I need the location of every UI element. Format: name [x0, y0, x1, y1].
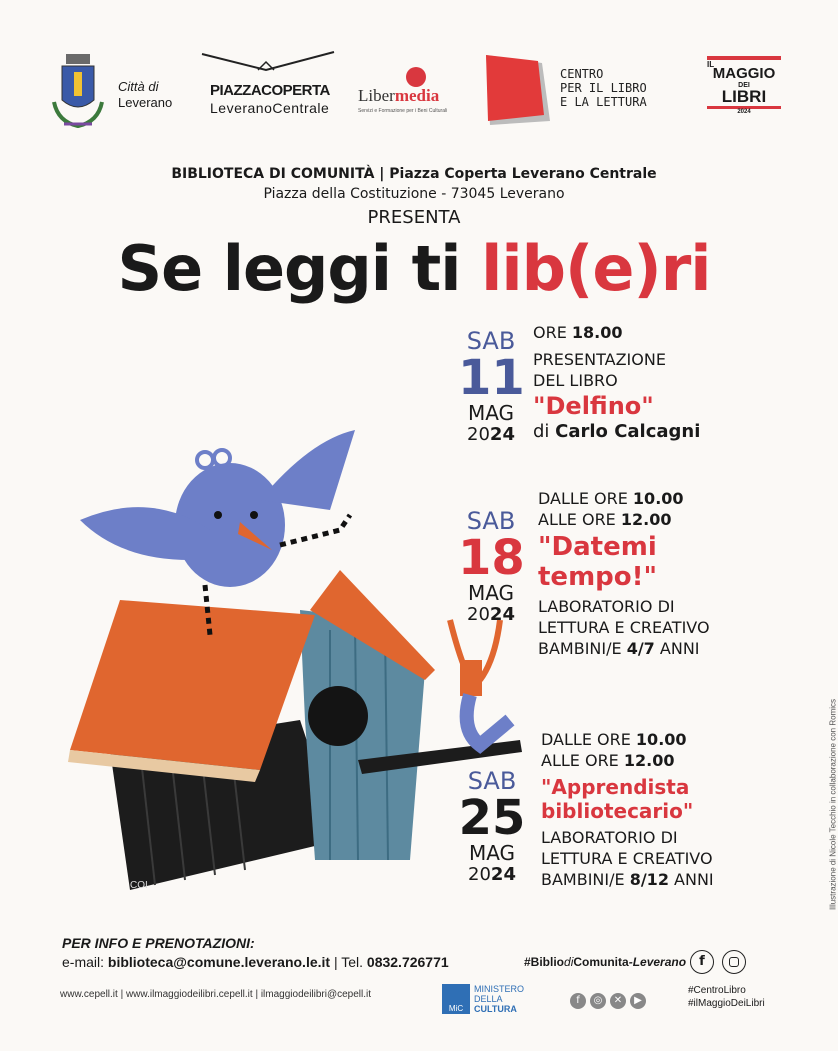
event3-time1-label: DALLE ORE — [541, 730, 636, 749]
event2-year-b: 24 — [489, 604, 515, 625]
event3-year-b: 24 — [490, 864, 516, 885]
event1-desc1: PRESENTAZIONE — [533, 350, 666, 369]
event3-lab3-a: BAMBINI/E — [541, 870, 630, 889]
event1-title: "Delfino" — [533, 392, 654, 420]
event1-year-a: 20 — [467, 424, 490, 445]
hashtag-part-a: #Biblio — [524, 955, 565, 969]
event3-details — [541, 729, 801, 890]
tag-centrolibro[interactable]: #CentroLibro — [688, 985, 746, 996]
libermedia-a: Liber — [358, 86, 395, 105]
event1-num: 11 — [458, 350, 525, 406]
event3-num: 25 — [458, 790, 526, 846]
event3-lab3-c: ANNI — [668, 870, 714, 889]
event3-lab1: LABORATORIO DI — [541, 828, 678, 847]
instagram-icon[interactable] — [722, 950, 746, 974]
maggio-libri: LIBRI — [721, 87, 767, 106]
email-link[interactable]: biblioteca@comune.leverano.le.it — [107, 954, 331, 970]
page-title — [0, 232, 828, 305]
libermedia-b: media — [394, 86, 440, 105]
event3-day: SAB — [467, 767, 517, 795]
facebook-icon[interactable]: f — [690, 950, 714, 974]
maggio-il: IL — [707, 60, 715, 69]
event2-year-a: 20 — [467, 604, 490, 625]
event2-date — [458, 508, 524, 626]
youtube-icon[interactable]: ▶ — [630, 993, 646, 1009]
library-address: Piazza della Costituzione - 73045 Leverano — [263, 186, 565, 202]
event3-time1: 10.00 — [635, 730, 687, 749]
event2-time1: 10.00 — [632, 489, 684, 508]
event2-lab1: LABORATORIO DI — [538, 597, 675, 616]
event3-month: MAG — [468, 841, 516, 865]
event3-lab2: LETTURA E CREATIVO — [541, 849, 713, 868]
maggio-libri-logo — [707, 56, 781, 124]
centro-libro-logo — [486, 55, 676, 127]
ministero-line2: DELLA — [474, 994, 503, 1004]
event3-year-a: 20 — [468, 864, 491, 885]
tel-number[interactable]: 0832.726771 — [366, 954, 449, 970]
libermedia-logo — [358, 66, 468, 116]
facebook-small-icon[interactable]: f — [570, 993, 586, 1009]
footer-tags — [688, 984, 765, 1010]
library-name: BIBLIOTECA DI COMUNITÀ | Piazza Coperta Leverano Centrale — [171, 166, 657, 182]
instagram-small-icon[interactable]: ◎ — [590, 993, 606, 1009]
maggio-dei: DEI — [738, 82, 750, 89]
event2-lab3-c: ANNI — [654, 639, 700, 658]
centro-line2: PER IL LIBRO — [560, 81, 647, 95]
event2-day: SAB — [466, 507, 516, 535]
maggio-year: 2024 — [737, 109, 751, 115]
event2-title2: tempo!" — [538, 562, 658, 592]
event1-time-label: ORE — [533, 323, 572, 342]
event1-author: Carlo Calcagni — [555, 421, 701, 442]
event2-month: MAG — [467, 581, 515, 605]
presenta-label: PRESENTA — [367, 207, 461, 228]
hashtag-part-b: di — [564, 955, 574, 969]
community-hashtag — [524, 955, 686, 969]
event1-date — [458, 328, 524, 446]
mic-badge: MiC — [442, 984, 470, 1014]
contact-line — [62, 954, 449, 970]
illustrator-signature: COI — [130, 880, 148, 891]
centro-line1: CENTRO — [560, 67, 604, 81]
event2-time2-label: ALLE ORE — [538, 510, 621, 529]
event2-details — [538, 488, 798, 659]
social-icons — [570, 988, 650, 1009]
piazzacoperta-subtitle: LeveranoCentrale — [210, 100, 330, 116]
event3-date — [454, 768, 530, 886]
title-red: lib(e)ri — [481, 232, 711, 305]
website-links[interactable]: www.cepell.it | www.ilmaggiodeilibri.cepell.it | ilmaggiodeilibri@cepell.it — [60, 989, 372, 1000]
illustration-credit: Illustrazione di Nicole Tecchio in collaborazione con Romics — [828, 698, 838, 911]
coat-of-arms-icon — [48, 52, 108, 132]
event1-desc2: DEL LIBRO — [533, 371, 618, 390]
event2-time2: 12.00 — [620, 510, 672, 529]
maggio-word: MAGGIO — [712, 65, 776, 82]
piazzacoperta-logo — [198, 48, 338, 130]
citta-label: Città di — [118, 79, 159, 94]
email-label: e-mail: — [62, 954, 108, 970]
event1-author-prefix: di — [533, 421, 556, 442]
libermedia-subtitle: Servizi e Formazione per i Beni Culturali — [358, 108, 448, 114]
event2-lab2: LETTURA E CREATIVO — [538, 618, 710, 637]
event2-num: 18 — [458, 530, 525, 586]
event2-lab3-a: BAMBINI/E — [538, 639, 627, 658]
centro-line3: E LA LETTURA — [560, 95, 647, 109]
citta-name: Leverano — [118, 95, 173, 110]
event2-title1: "Datemi — [538, 532, 657, 562]
title-black: Se leggi ti — [117, 232, 482, 305]
event3-lab3-b: 8/12 — [629, 870, 669, 889]
x-icon[interactable]: ✕ — [610, 993, 626, 1009]
tel-label: | Tel. — [330, 954, 367, 970]
ministero-line3: CULTURA — [474, 1004, 517, 1014]
event3-title2: bibliotecario" — [541, 799, 694, 823]
event3-time2-label: ALLE ORE — [541, 751, 624, 770]
tag-maggiodeilibri[interactable]: #ilMaggioDeiLibri — [688, 998, 765, 1009]
event1-month: MAG — [467, 401, 515, 425]
hashtag-part-c: Comunita — [573, 955, 629, 969]
event1-year-b: 24 — [489, 424, 515, 445]
event2-time1-label: DALLE ORE — [538, 489, 633, 508]
piazzacoperta-title: PIAZZACOPERTA — [210, 82, 330, 99]
event1-time: 18.00 — [571, 323, 623, 342]
ministero-logo — [442, 984, 542, 1016]
hashtag-part-d: -Leverano — [628, 955, 687, 969]
event2-lab3-b: 4/7 — [626, 639, 655, 658]
event3-time2: 12.00 — [623, 751, 675, 770]
event1-day: SAB — [466, 327, 516, 355]
event3-title1: "Apprendista — [541, 775, 690, 799]
event1-details — [533, 322, 793, 442]
info-heading: PER INFO E PRENOTAZIONI: — [62, 935, 255, 951]
ministero-line1: MINISTERO — [474, 984, 525, 994]
